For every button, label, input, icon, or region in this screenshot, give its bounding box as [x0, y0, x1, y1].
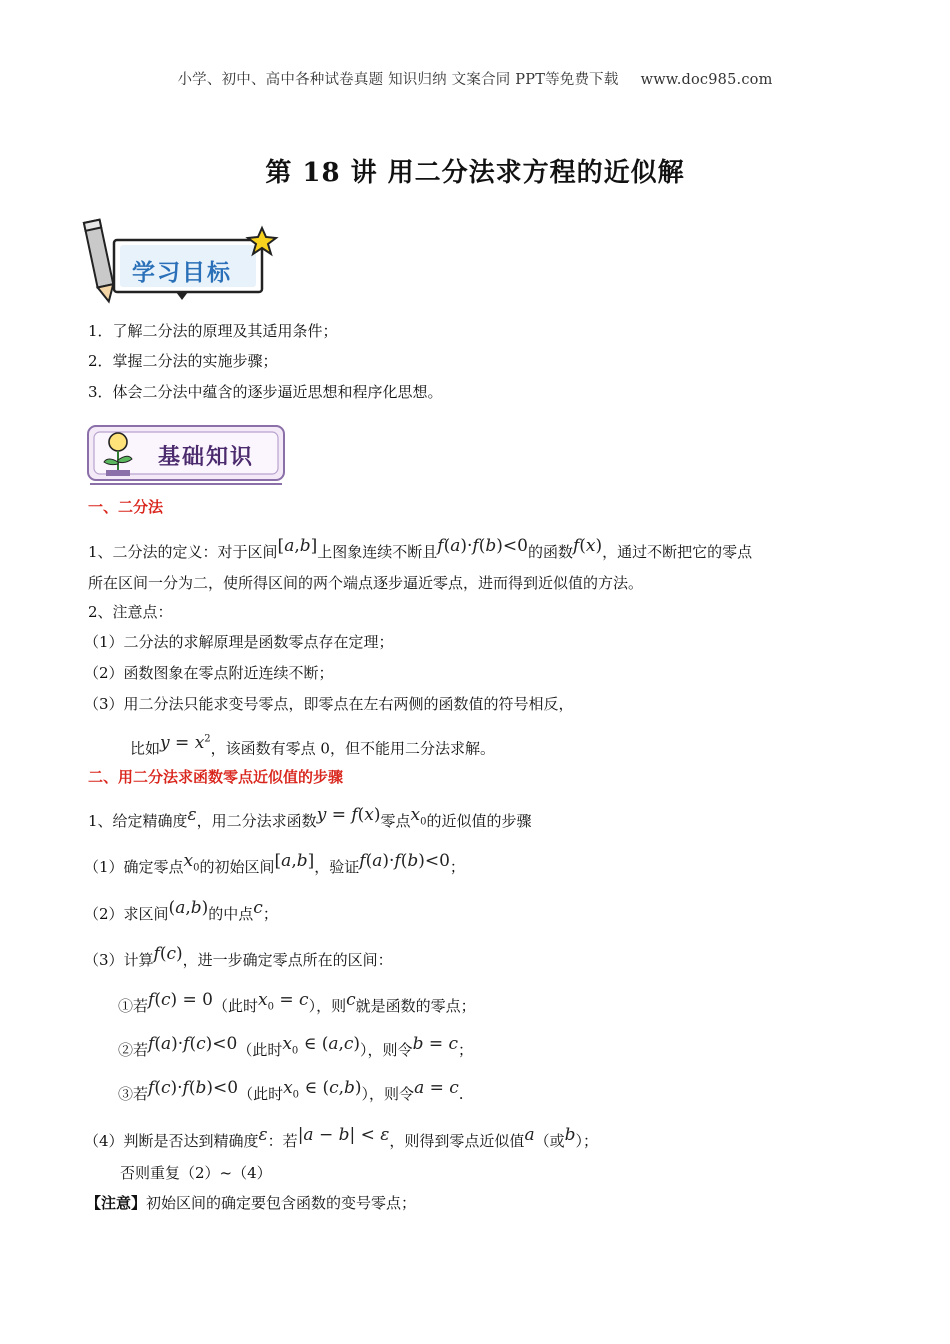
text: 就是函数的零点； [355, 997, 476, 1015]
step-1 [84, 851, 465, 884]
goal-item: 1．了解二分法的原理及其适用条件； [88, 322, 338, 340]
text: 比如 [130, 739, 161, 758]
definition-line-2: 所在区间一分为二，使所得区间的两个端点逐步逼近零点，进而得到近似值的方法。 [88, 574, 644, 592]
note-item: （3）用二分法只能求变号零点，即零点在左右两侧的函数值的符号相反， [84, 695, 574, 713]
step-4-repeat: 否则重复（2）~（4） [120, 1164, 272, 1182]
math-epsilon: ε [258, 1125, 268, 1145]
definition-line [88, 536, 753, 562]
text: ），则令 [360, 1041, 413, 1059]
math-x0: $x_0$ [410, 805, 427, 828]
note-item: （1）二分法的求解原理是函数零点存在定理； [84, 633, 394, 651]
text: ； [458, 1041, 474, 1059]
text: ，该函数有零点 0，但不能用二分法求解。 [210, 739, 495, 758]
math-fx: f(x) [572, 536, 603, 556]
steps-intro [88, 805, 532, 838]
math-y-eq-fx: y = f(x) [316, 805, 381, 825]
math-abs-a-minus-b-lt-eps: |a − b| < ε [297, 1125, 390, 1145]
text: 1、二分法的定义：对于区间 [88, 543, 278, 561]
text: （2）求区间 [84, 905, 169, 923]
note-text: 初始区间的确定要包含函数的变号零点； [146, 1194, 417, 1212]
text: （3）计算 [84, 951, 154, 969]
section-heading-steps: 二、用二分法求函数零点近似值的步骤 [88, 768, 344, 786]
note-example [130, 732, 495, 759]
header-url[interactable]: www.doc985.com [640, 72, 773, 88]
math-fa-fb-lt-0: f(a)·f(b)<0 [359, 851, 450, 871]
text: ，通过不断把它的零点 [602, 543, 753, 561]
text: （此时 [238, 1085, 284, 1103]
math-epsilon: ε [187, 805, 197, 825]
header-text: 小学、初中、高中各种试卷真题 知识归纳 文案合同 PPT等免费下载 [177, 72, 619, 88]
text: （1）确定零点 [84, 858, 184, 876]
goal-item: 2．掌握二分法的实施步骤； [88, 352, 278, 370]
math-fa-fc-lt-0: f(a)·f(c)<0 [148, 1034, 238, 1054]
text: ，验证 [314, 858, 360, 876]
text: 的初始区间 [199, 858, 275, 876]
text: ②若 [118, 1041, 149, 1059]
math-fc: f(c) [153, 944, 183, 964]
math-x0-in-ac: $x_0$ ∈ (a,c) [282, 1034, 361, 1057]
text: ； [449, 858, 465, 876]
math-c: c [253, 898, 263, 918]
text: 的中点 [208, 905, 254, 923]
text: 的函数 [527, 543, 573, 561]
case-1 [118, 990, 476, 1023]
step-4 [84, 1125, 598, 1151]
math-x0: $x_0$ [183, 851, 200, 874]
math-b-eq-c: b = c [412, 1034, 459, 1054]
math-a-eq-c: a = c [414, 1078, 459, 1098]
learning-goals-badge [82, 214, 282, 306]
goal-item: 3．体会二分法中蕴含的逐步逼近思想和程序化思想。 [88, 383, 443, 401]
text: （此时 [237, 1041, 283, 1059]
math-y-eq-x-squared: $y = x^2$ [160, 732, 211, 753]
text: 的近似值的步骤 [426, 812, 532, 830]
basic-knowledge-badge [86, 420, 290, 490]
math-fa-fb-lt-0: f(a)·f(b)<0 [437, 536, 528, 556]
math-c: c [346, 990, 356, 1010]
case-2 [118, 1034, 474, 1067]
text: ③若 [118, 1085, 149, 1103]
math-b: b [564, 1125, 576, 1145]
notes-title: 2、注意点： [88, 603, 173, 621]
note-line [86, 1193, 416, 1213]
text: ）； [575, 1132, 598, 1150]
step-3 [84, 944, 393, 970]
text: （或 [534, 1132, 565, 1150]
basic-knowledge-badge-label: 基础知识 [158, 445, 255, 470]
text: 零点 [380, 812, 411, 830]
text: . [458, 1085, 464, 1103]
math-x0-in-cb: $x_0$ ∈ (c,b) [283, 1078, 362, 1101]
math-fc-fb-lt-0: f(c)·f(b)<0 [148, 1078, 239, 1098]
text: （此时 [212, 997, 258, 1015]
text: 1、给定精确度 [88, 812, 188, 830]
text: ，则得到零点近似值 [389, 1132, 525, 1150]
section-heading-bisection: 一、二分法 [88, 498, 164, 516]
text: ，进一步确定零点所在的区间： [182, 951, 393, 969]
note-label: 【注意】 [86, 1194, 147, 1212]
math-a: a [524, 1125, 535, 1145]
text: ），则 [308, 997, 347, 1015]
note-item: （2）函数图象在零点附近连续不断； [84, 664, 334, 682]
math-interval-ab: [a,b] [274, 851, 315, 871]
case-3 [118, 1078, 464, 1111]
text: ：若 [267, 1132, 298, 1150]
text: ），则令 [361, 1085, 415, 1103]
text: ，用二分法求函数 [196, 812, 317, 830]
page-title: 第 18 讲 用二分法求方程的近似解 [265, 158, 685, 188]
text: 上图象连续不断且 [317, 543, 438, 561]
math-fc-eq-0: f(c) = 0 [148, 990, 213, 1010]
learning-goals-badge-label: 学习目标 [132, 260, 232, 286]
text: （4）判断是否达到精确度 [84, 1132, 259, 1150]
text: ； [262, 905, 278, 923]
step-2 [84, 898, 278, 924]
text: ①若 [118, 997, 149, 1015]
math-x0-eq-c: $x_0 = c$ [258, 990, 309, 1013]
math-interval-ab: [a,b] [277, 536, 318, 556]
math-open-interval-ab: (a,b) [168, 898, 209, 918]
page-header [0, 68, 950, 89]
